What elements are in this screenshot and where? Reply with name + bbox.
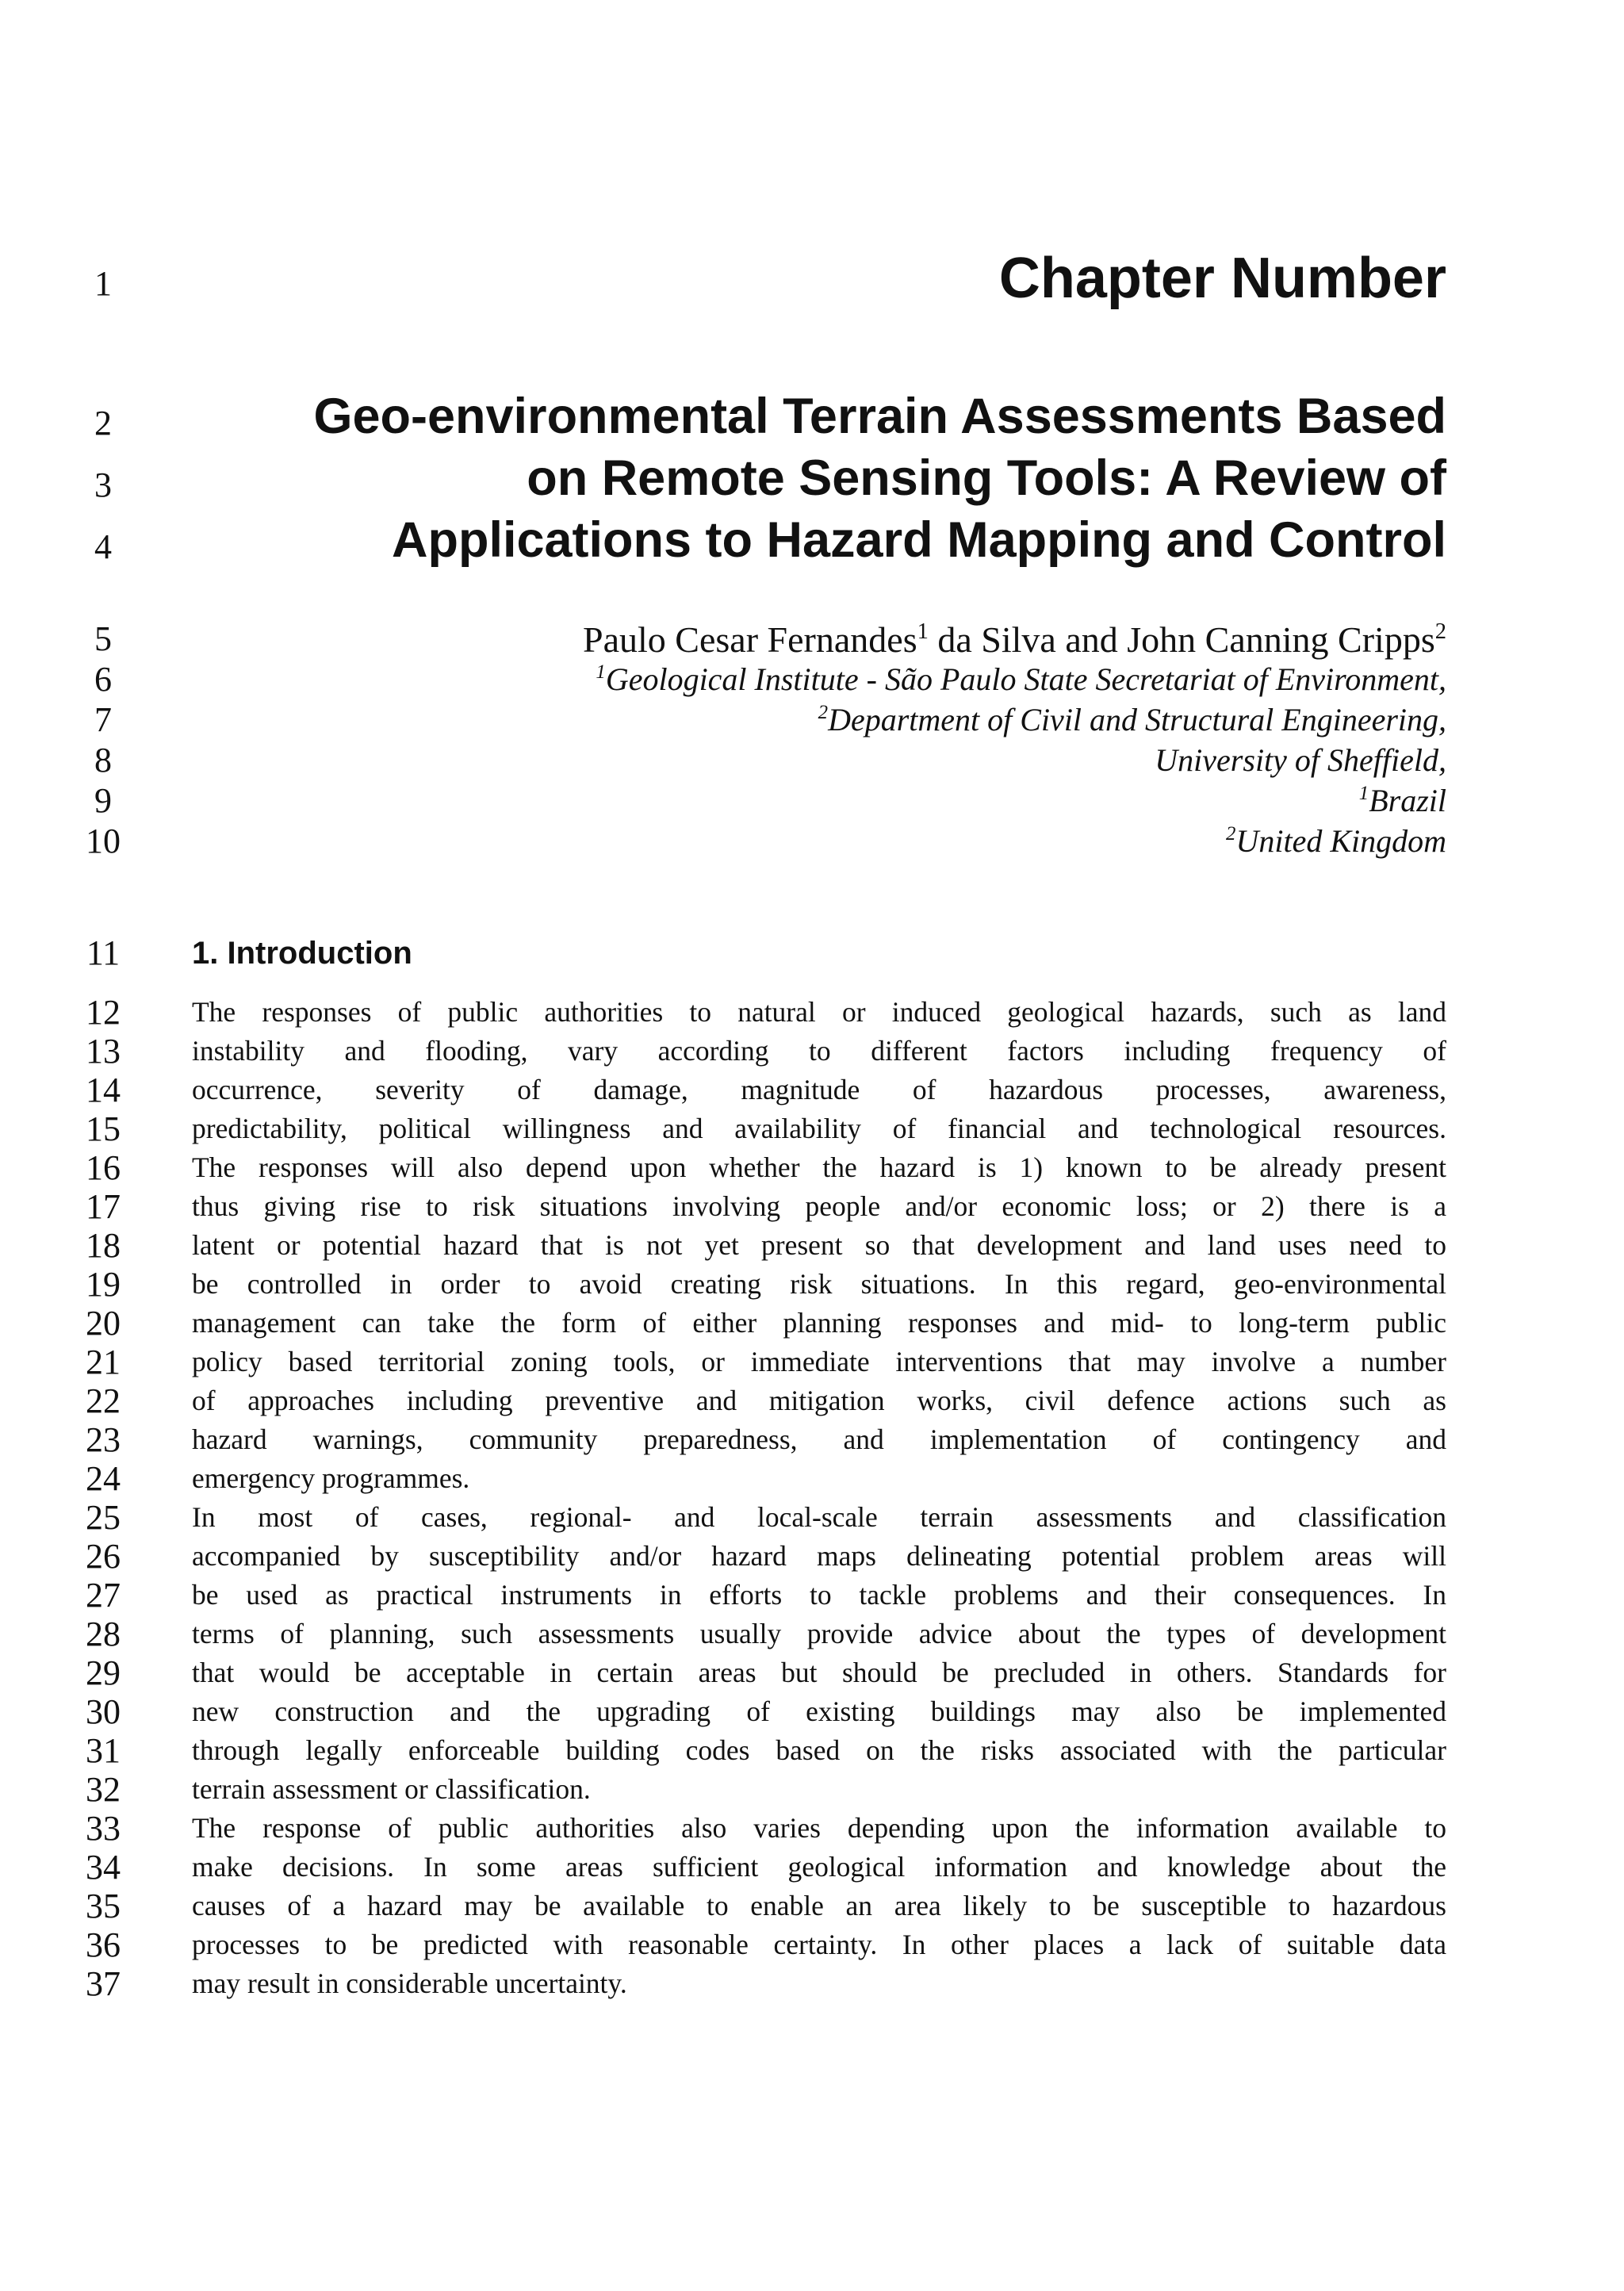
line-number: 25 [86,1498,121,1537]
section-heading: 1. Introduction [192,936,412,971]
body-line: be controlled in order to avoid creating risk situations. In this regard, geo-environmental [192,1268,1446,1300]
body-line: hazard warnings, community preparedness, and implementation of contingency and [192,1423,1446,1455]
affiliation-text: Brazil [1369,783,1446,818]
line-number: 4 [94,527,112,566]
line-number: 30 [86,1692,121,1731]
affiliation-line [1226,823,1446,859]
title-line: Geo-environmental Terrain Assessments Based [313,389,1446,444]
line-number: 22 [86,1381,121,1420]
line-number: 32 [86,1770,121,1809]
line-number: 24 [86,1459,121,1498]
affiliation-text: United Kingdom [1235,823,1446,859]
line-number: 13 [86,1032,121,1071]
line-number: 10 [86,822,121,860]
line-number: 28 [86,1615,121,1653]
body-line: may result in considerable uncertainty. [192,1967,627,1999]
body-line: thus giving rise to risk situations involving people and/or economic loss; or 2) there is a [192,1190,1446,1222]
body-line: management can take the form of either planning responses and mid- to long-term public [192,1307,1446,1339]
line-number: 2 [94,404,112,442]
line-number: 33 [86,1809,121,1848]
author1-sup: 1 [917,619,929,644]
line-number: 9 [94,781,112,820]
body-line: accompanied by susceptibility and/or hazard maps delineating potential problem areas will [192,1540,1446,1572]
line-number: 31 [86,1731,121,1770]
body-line: processes to be predicted with reasonable certainty. In other places a lack of suitable data [192,1929,1446,1960]
body-line: predictability, political willingness and availability of financial and technological resources. [192,1113,1446,1144]
body-line: latent or potential hazard that is not yet present so that development and land uses need to [192,1229,1446,1261]
line-number: 1 [94,264,112,303]
line-number: 36 [86,1925,121,1964]
chapter-label: Chapter Number [998,247,1446,310]
authors-line [583,619,1446,661]
affiliation-text: Geological Institute - São Paulo State Secretariat of Environment, [605,661,1446,697]
body-line: through legally enforceable building codes based on the risks associated with the particular [192,1734,1446,1766]
line-number: 18 [86,1226,121,1265]
body-line: that would be acceptable in certain areas but should be precluded in others. Standards for [192,1657,1446,1688]
title-line: Applications to Hazard Mapping and Control [392,512,1446,568]
affiliation-sup: 1 [596,661,606,684]
body-line: The response of public authorities also varies depending upon the information available to [192,1812,1446,1844]
affiliation-text: Department of Civil and Structural Engineering, [828,702,1446,737]
line-number: 8 [94,741,112,780]
body-line: be used as practical instruments in efforts to tackle problems and their consequences. In [192,1579,1446,1611]
body-line: of approaches including preventive and mitigation works, civil defence actions such as [192,1385,1446,1416]
affiliation-sup: 2 [1226,823,1236,845]
body-line: In most of cases, regional- and local-scale terrain assessments and classification [192,1501,1446,1533]
line-number: 14 [86,1071,121,1109]
body-line: occurrence, severity of damage, magnitude of hazardous processes, awareness, [192,1074,1446,1105]
author1-name: Paulo Cesar Fernandes [583,619,917,660]
body-line: The responses of public authorities to natural or induced geological hazards, such as land [192,996,1446,1028]
affiliation-sup: 1 [1358,783,1369,805]
line-number: 23 [86,1420,121,1459]
line-number: 35 [86,1887,121,1925]
line-number: 15 [86,1109,121,1148]
body-line: The responses will also depend upon whether the hazard is 1) known to be already present [192,1151,1446,1183]
line-number: 3 [94,465,112,504]
body-line: terms of planning, such assessments usually provide advice about the types of development [192,1618,1446,1649]
affiliation-line [818,704,1446,736]
line-number: 6 [94,660,112,699]
line-number: 27 [86,1576,121,1615]
body-line: causes of a hazard may be available to enable an area likely to be susceptible to hazardous [192,1890,1446,1921]
line-number: 21 [86,1343,121,1381]
affiliation-text: University of Sheffield, [1155,742,1446,778]
body-line: new construction and the upgrading of existing buildings may also be implemented [192,1695,1446,1727]
affiliation-line [1155,742,1446,778]
affiliation-line [596,661,1446,697]
body-line: instability and flooding, vary according to different factors including frequency of [192,1035,1446,1067]
author2-sup: 2 [1434,619,1446,644]
line-number: 34 [86,1848,121,1887]
line-number: 29 [86,1653,121,1692]
affiliation-line [1359,785,1446,817]
body-line: emergency programmes. [192,1462,470,1494]
body-line: terrain assessment or classification. [192,1773,591,1805]
body-line: policy based territorial zoning tools, or immediate interventions that may involve a number [192,1346,1446,1377]
line-number: 19 [86,1265,121,1304]
line-number: 17 [86,1187,121,1226]
line-number: 7 [94,700,112,739]
author-names-rest: da Silva and John Canning Cripps [928,619,1435,660]
body-line: make decisions. In some areas sufficient geological information and knowledge about the [192,1851,1446,1883]
line-number: 16 [86,1148,121,1187]
line-number: 12 [86,993,121,1032]
line-number: 5 [94,619,112,658]
line-number: 37 [86,1964,121,2003]
title-line: on Remote Sensing Tools: A Review of [527,450,1446,506]
line-number: 20 [86,1304,121,1343]
line-number: 26 [86,1537,121,1576]
line-number: 11 [86,933,121,972]
affiliation-sup: 2 [818,702,829,724]
